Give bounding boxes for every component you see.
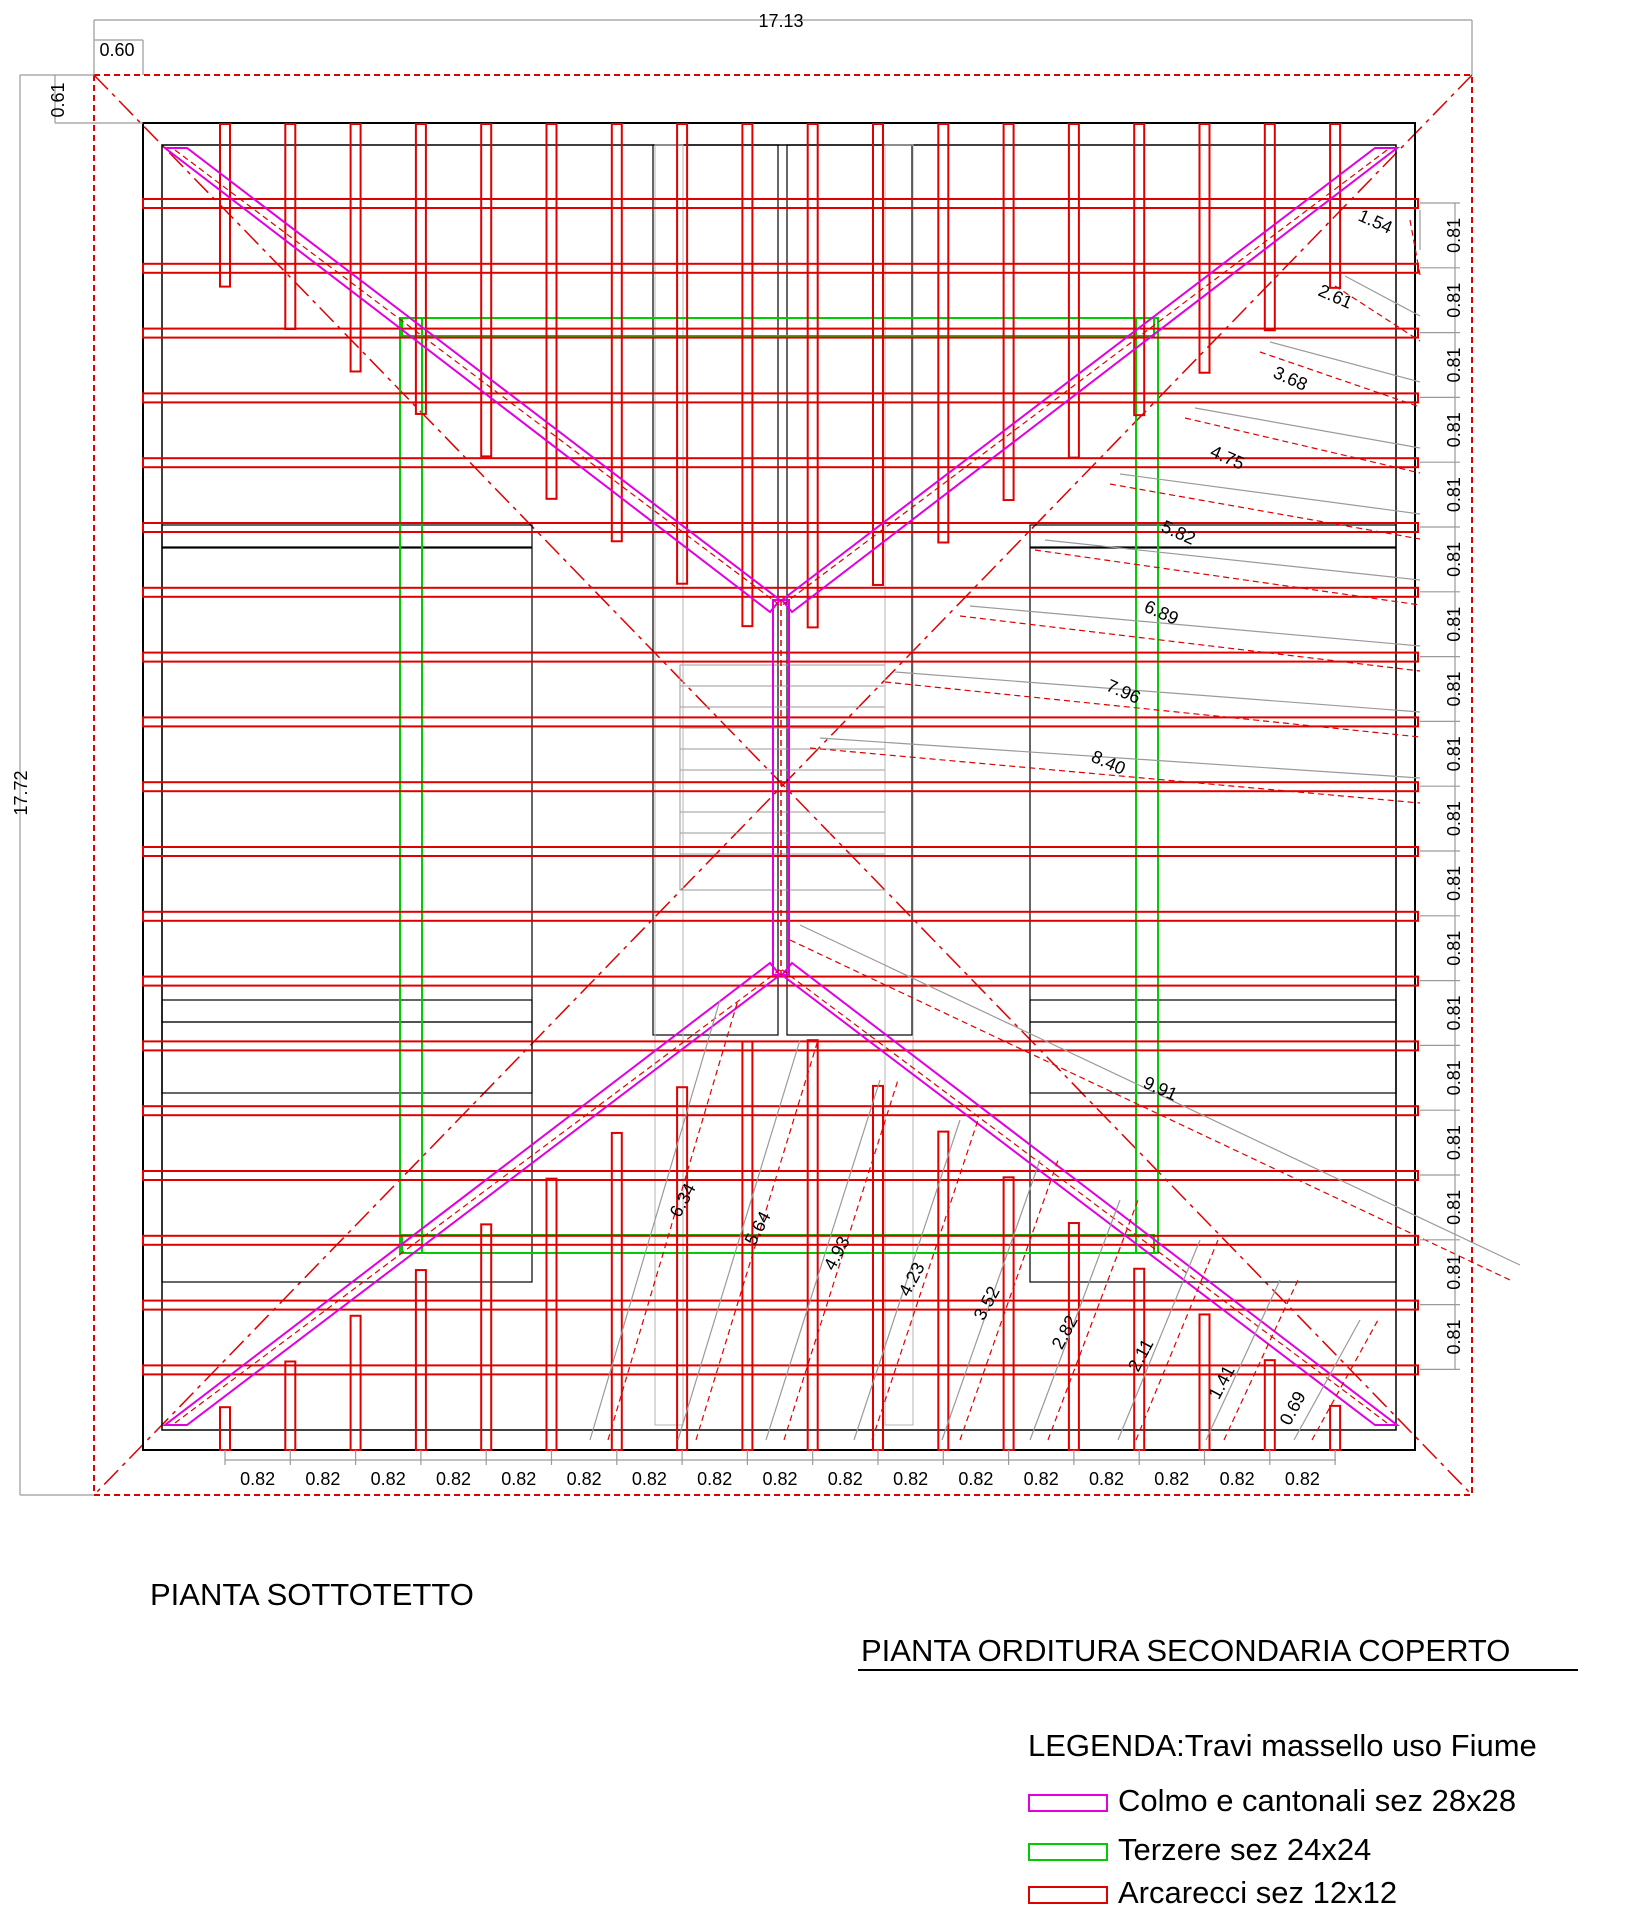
plan-title: PIANTA SOTTOTETTO <box>150 1577 474 1612</box>
diagonal-length-line-red <box>960 616 1420 671</box>
dim-eave-y-label: 0.61 <box>48 82 68 118</box>
dim-eave-x-label: 0.60 <box>99 40 135 60</box>
purlin-horizontal <box>143 1236 1418 1245</box>
purlin-horizontal <box>143 1171 1418 1180</box>
rafter-bottom <box>481 1224 491 1450</box>
right-spacing-label: 0.81 <box>1444 477 1464 513</box>
right-spacing-label: 0.81 <box>1444 930 1464 966</box>
purlin-horizontal <box>143 1106 1418 1115</box>
right-spacing-label: 0.81 <box>1444 1319 1464 1355</box>
rafter-top <box>1069 124 1079 458</box>
floor-plan-walls <box>143 123 1415 1450</box>
purlin-horizontal <box>143 264 1418 273</box>
diagonal-length-line-red <box>1312 1320 1378 1440</box>
rafter-top <box>481 124 491 456</box>
outer-wall <box>143 123 1415 1450</box>
purlin-horizontal <box>143 977 1418 986</box>
diagonal-length-line-red <box>1136 1240 1218 1440</box>
diagonal-length-label-right: 5.82 <box>1158 516 1199 549</box>
bottom-spacing-label: 0.82 <box>827 1469 863 1489</box>
partition-wall <box>1030 1000 1396 1022</box>
purlin-horizontal <box>143 588 1418 597</box>
bottom-spacing-label: 0.82 <box>762 1469 798 1489</box>
diagonal-length-label-right: 6.89 <box>1141 596 1182 629</box>
bottom-spacing-label: 0.82 <box>697 1469 733 1489</box>
right-spacing-label: 0.81 <box>1444 541 1464 577</box>
bottom-spacing-label: 0.82 <box>1284 1469 1320 1489</box>
stair-core-wall <box>787 145 912 1035</box>
right-spacing-label: 0.81 <box>1444 606 1464 642</box>
diagonal-length-line-red <box>1110 484 1420 539</box>
rafter-top <box>873 124 883 585</box>
diagonal-length-label-bottom: 0.69 <box>1275 1388 1310 1429</box>
right-spacing-label: 0.81 <box>1444 736 1464 772</box>
right-spacing-label: 0.81 <box>1444 1060 1464 1096</box>
right-spacing-label: 0.81 <box>1444 412 1464 448</box>
right-spacing-label: 0.81 <box>1444 282 1464 318</box>
partition-wall <box>162 1000 532 1022</box>
right-spacing-label: 0.81 <box>1444 995 1464 1031</box>
bottom-spacing-label: 0.82 <box>370 1469 406 1489</box>
legend-swatch-purlins <box>1028 1886 1108 1904</box>
diagonal-length-label-bottom: 1.41 <box>1204 1362 1239 1403</box>
diagonal-length-label-right: 9.91 <box>1140 1072 1181 1105</box>
hip-centerline <box>175 150 781 606</box>
rafter-top <box>220 124 230 287</box>
diagonal-length-label-bottom: 3.52 <box>969 1283 1004 1324</box>
diagonal-length-label-bottom: 5.64 <box>740 1208 775 1249</box>
rafter-top <box>677 124 687 584</box>
room-wall <box>162 1022 532 1282</box>
legend-swatch-terzere <box>1028 1843 1108 1861</box>
rafter-bottom <box>1004 1177 1014 1450</box>
diagonal-length-line <box>678 1040 800 1440</box>
right-spacing-label: 0.81 <box>1444 1254 1464 1290</box>
diagonal-length-line <box>1118 1240 1200 1440</box>
bottom-spacing-label: 0.82 <box>631 1469 667 1489</box>
diagonal-length-line-red <box>885 682 1420 737</box>
diagonal-length-line-red <box>872 1120 978 1440</box>
rafter-bottom <box>873 1086 883 1450</box>
secondary-framing-title: PIANTA ORDITURA SECONDARIA COPERTO <box>861 1633 1511 1668</box>
right-spacing-label: 0.81 <box>1444 671 1464 707</box>
bottom-spacing-label: 0.82 <box>958 1469 994 1489</box>
bottom-spacing-label: 0.82 <box>240 1469 276 1489</box>
rafter-bottom <box>416 1270 426 1450</box>
right-spacing-label: 0.81 <box>1444 801 1464 837</box>
diagonal-length-line <box>1345 276 1420 316</box>
purlins <box>143 124 1418 1450</box>
bottom-spacing-label: 0.82 <box>566 1469 602 1489</box>
purlin-horizontal <box>143 393 1418 402</box>
right-spacing-label: 0.81 <box>1444 347 1464 383</box>
purlin-horizontal <box>143 1041 1418 1050</box>
bottom-spacing-label: 0.82 <box>501 1469 537 1489</box>
rafter-bottom <box>1330 1406 1340 1450</box>
diagonal-length-label-bottom: 4.93 <box>819 1233 854 1274</box>
diagonal-length-line <box>970 606 1420 646</box>
diagonal-length-line-red <box>790 940 1510 1280</box>
right-spacing-label: 0.81 <box>1444 1125 1464 1161</box>
diagonal-length-label-right: 3.68 <box>1270 362 1311 395</box>
diagonal-length-label-bottom: 6.34 <box>665 1180 700 1221</box>
legend-swatch-ridge <box>1028 1794 1108 1812</box>
legend-title: LEGENDA:Travi massello uso Fiume <box>1028 1728 1537 1763</box>
legend-label-terzere: Terzere sez 24x24 <box>1118 1832 1372 1867</box>
room-wall <box>1030 1022 1396 1282</box>
dimension-labels <box>11 11 1464 1489</box>
legend-label-ridge: Colmo e cantonali sez 28x28 <box>1118 1783 1517 1818</box>
diagonal-length-line <box>1294 1320 1360 1440</box>
bottom-spacing-label: 0.82 <box>435 1469 472 1489</box>
rafter-bottom <box>547 1179 557 1450</box>
bottom-spacing-label: 0.82 <box>1088 1469 1125 1489</box>
diagonal-length-label-right: 8.40 <box>1088 746 1129 779</box>
bottom-spacing-label: 0.82 <box>1154 1469 1190 1489</box>
right-spacing-label: 0.81 <box>1444 865 1464 901</box>
right-spacing-label: 0.81 <box>1444 1189 1464 1225</box>
hip-beam-bottom-right <box>782 963 1397 1425</box>
rafter-bottom <box>220 1407 230 1450</box>
diagonal-length-label-bottom: 2.11 <box>1123 1335 1158 1375</box>
dim-height-label: 17.72 <box>11 770 31 816</box>
bottom-spacing-label: 0.82 <box>1023 1469 1059 1489</box>
partition-wall <box>162 525 532 547</box>
purlin-horizontal <box>143 199 1418 208</box>
room-wall <box>162 548 532 1093</box>
legend-label-purlins: Arcarecci sez 12x12 <box>1118 1875 1398 1910</box>
diagonal-length-label-right: 2.61 <box>1315 280 1356 313</box>
room-wall <box>1030 548 1396 1093</box>
dim-width-label: 17.13 <box>758 11 804 31</box>
rafter-top <box>351 124 361 371</box>
right-spacing-label: 0.81 <box>1444 217 1464 253</box>
bottom-spacing-label: 0.82 <box>893 1469 929 1489</box>
purlin-horizontal <box>143 1301 1418 1310</box>
hip-centerline <box>781 969 1387 1423</box>
diagonal-length-line <box>1045 540 1420 580</box>
diagonal-length-label-right: 1.54 <box>1355 205 1396 238</box>
diagonal-length-dimensions <box>590 210 1520 1440</box>
rafter-top <box>416 124 426 414</box>
diagonal-length-label-right: 7.96 <box>1103 675 1144 708</box>
diagonal-length-label-right: 4.75 <box>1207 441 1248 474</box>
purlin-horizontal <box>143 523 1418 532</box>
title-underline <box>858 1669 1578 1671</box>
diagonal-length-label-bottom: 4.23 <box>894 1259 929 1300</box>
diagonal-length-label-bottom: 2.82 <box>1047 1312 1082 1353</box>
bottom-spacing-label: 0.82 <box>305 1469 341 1489</box>
bottom-spacing-label: 0.82 <box>1219 1469 1255 1489</box>
rafter-top <box>1200 124 1210 373</box>
